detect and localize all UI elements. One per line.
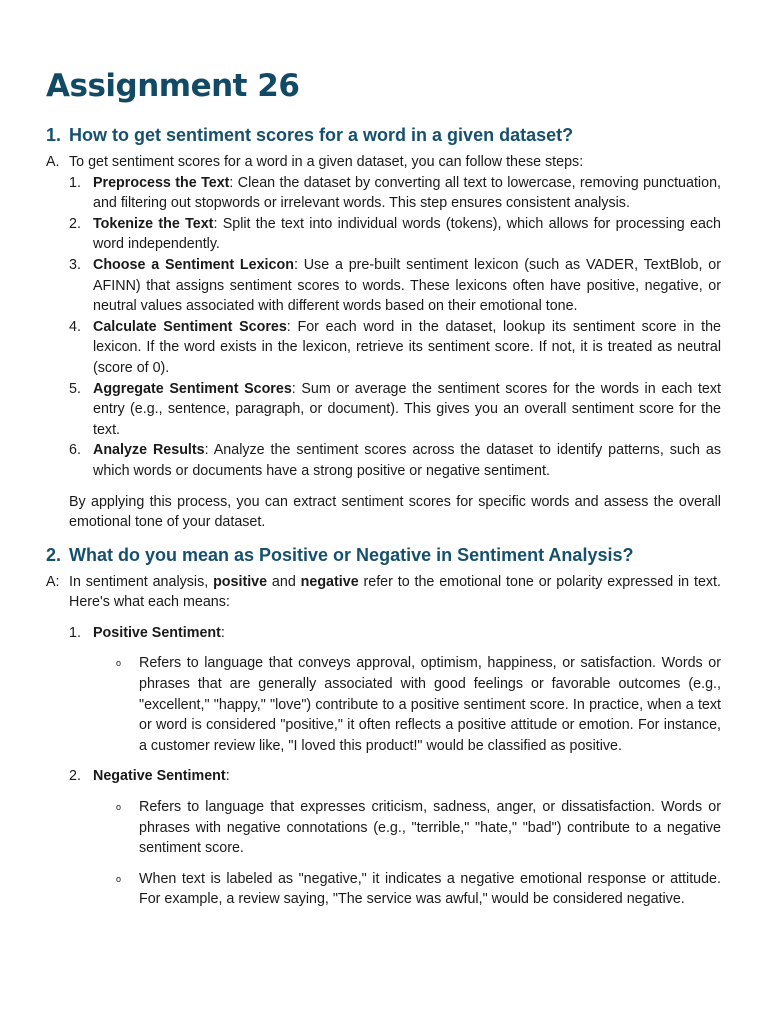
step-text: : Analyze the sentiment scores across the dataset to identify patterns, such as which words or documents have a strong positive or negative sentiment. [93,442,721,479]
step-text: : Split the text into individual words (tokens), which allows for processing each word independently. [93,215,721,253]
item-title [93,623,225,644]
question-text: How to get sentiment scores for a word in a given dataset? [69,125,574,145]
step-text: : Use a pre-built sentiment lexicon (such as VADER, TextBlob, or AFINN) that assigns sentiment scores to words. These lexicons often have positive, negative, or neutral values associated with different words based on their emotional tone. [93,256,721,315]
step-text: : For each word in the dataset, lookup its sentiment score in the lexicon. If the word exists in the lexicon, retrieve its sentiment score. If not, it is treated as neutral (score of 0). [93,318,721,376]
step-number: 2. [69,215,81,232]
intro-text-part: and [267,573,301,590]
step-item [69,255,721,317]
step-number: 6. [69,442,81,459]
negative-term: negative [300,573,359,590]
step-number: 4. [69,318,81,335]
bullet-text: Refers to language that expresses criticism, sadness, anger, or dissatisfaction. Words or phrases with negative connotations (e.g., "terrible," "hate," "bad") contribute to a negative sentiment score. [139,799,721,857]
item-suffix: : [225,768,230,785]
document-page [46,64,721,910]
step-item [69,379,721,441]
positive-bullets [46,653,721,756]
step-item [69,317,721,379]
steps-list [46,173,721,482]
step-text: : Clean the dataset by converting all text to lowercase, removing punctuation, and filtering out stopwords or irrelevant words. This step ensures consistent analysis. [93,174,721,212]
step-number: 1. [69,174,81,191]
step-number: 5. [69,380,81,397]
bullet-text: When text is labeled as "negative," it indicates a negative emotional response or attitude. For example, a review saying, "The service was awful," would be considered negative. [139,870,721,908]
page-title: Assignment 26 [46,68,300,104]
question-1-heading [46,123,721,147]
step-title: Calculate Sentiment Scores [93,318,287,335]
step-item [69,173,721,214]
step-item [69,440,721,481]
question-number: 2. [46,544,62,565]
step-title: Tokenize the Text [93,215,214,232]
bullet-item [116,797,721,859]
step-body [93,440,721,481]
answer-1-conclusion: By applying this process, you can extract sentiment scores for specific words and assess the overall emotional tone of your dataset. [69,493,721,531]
answer-label: A. [46,154,60,170]
step-title: Aggregate Sentiment Scores [93,380,292,397]
intro-text-part: In sentiment analysis, [69,573,214,590]
step-body [93,317,721,379]
answer-intro-text [69,572,721,613]
step-body [93,214,721,255]
step-body [93,379,721,441]
step-text: : Sum or average the sentiment scores for the words in each text entry (e.g., sentence, paragraph, or document). This gives you an overall sentiment score for the text. [93,380,721,438]
question-text: What do you mean as Positive or Negative in Sentiment Analysis? [69,544,634,565]
bullet-item [116,653,721,756]
answer-label: A: [46,573,60,590]
item-number: 2. [69,768,81,785]
bullet-circle-icon: o [116,802,122,813]
step-body [93,255,721,317]
negative-sentiment-item [46,766,721,787]
question-2-heading [46,543,721,567]
item-title-bold: Negative Sentiment [93,768,226,785]
negative-bullets [46,797,721,910]
step-title: Analyze Results [93,442,205,459]
answer-2-intro [46,572,721,613]
answer-intro-text: To get sentiment scores for a word in a given dataset, you can follow these steps: [69,154,584,170]
step-title: Choose a Sentiment Lexicon [93,256,294,273]
step-body [93,173,721,214]
positive-sentiment-item [46,623,721,644]
step-title: Preprocess the Text [93,174,230,191]
item-title [93,766,230,787]
item-title-bold: Positive Sentiment [93,624,221,641]
question-number: 1. [46,125,62,145]
item-suffix: : [220,624,225,641]
positive-term: positive [213,573,268,590]
bullet-circle-icon: o [116,873,122,884]
item-number: 1. [69,624,81,641]
step-item [69,214,721,255]
answer-1-intro [46,152,721,173]
step-number: 3. [69,256,81,273]
bullet-text: Refers to language that conveys approval, optimism, happiness, or satisfaction. Words or phrases that are generally associated with good feelings or favorable outcomes (e.g., "excellent," "happy," "love") contribute to a positive sentiment score. In practice, when a text or word is considered "positive," it often reflects a positive attitude or emotion. For instance, a customer review like, "I loved this product!" would be classified as positive. [139,655,721,754]
intro-text-part: refer to the emotional tone or polarity expressed in text. Here's what each means: [69,573,721,611]
bullet-item [116,869,721,910]
bullet-circle-icon: o [116,658,122,669]
